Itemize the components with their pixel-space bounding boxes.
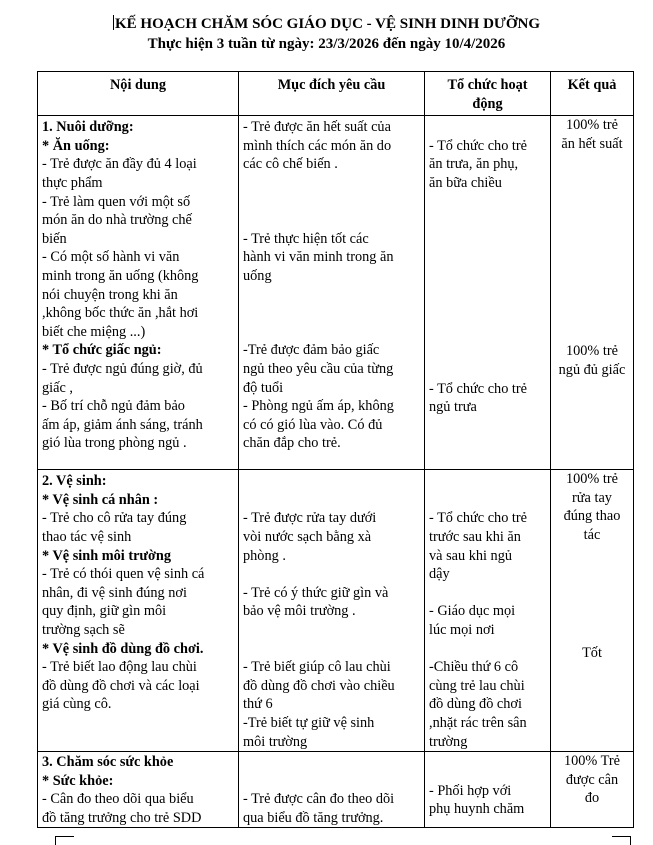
- cell-result-nutrition: 100% trẻ ăn hết suất 100% trẻ ngủ đủ giấc: [551, 116, 634, 470]
- cell-goal-nutrition: - Trẻ được ăn hết suất của mình thích các món ăn do các cô chế biến . - Trẻ thực hiện tốt các hành vi văn minh trong ăn uống -Trẻ được đảm bảo giấc ngủ theo yêu cầu của từng độ tuổi - Phòng ngủ ấm áp, không có có gió lùa vào. Có đủ chăn đắp cho trẻ.: [239, 116, 425, 470]
- care-plan-table: [37, 71, 634, 828]
- document-subtitle: Thực hiện 3 tuần từ ngày: 23/3/2026 đến ngày 10/4/2026: [147, 36, 506, 52]
- cell-org-health: - Phối hợp với phụ huynh chăm: [425, 752, 551, 828]
- cell-goal-health: - Trẻ được cân đo theo dõi qua biểu đồ tăng trưởng.: [239, 752, 425, 828]
- table-header-row: [38, 72, 634, 116]
- header-goal: Mục đích yêu cầu: [239, 72, 425, 116]
- table-row: [38, 752, 634, 828]
- table-row: [38, 470, 634, 752]
- cell-content-hygiene: 2. Vệ sinh: * Vệ sinh cá nhân : - Trẻ cho cô rửa tay đúng thao tác vệ sinh * Vệ sinh môi trường - Trẻ có thói quen vệ sinh cá nhân, đi vệ sinh đúng nơi quy định, giữ gìn môi trường sạch sẽ * Vệ sinh đồ dùng đồ chơi. - Trẻ biết lao động lau chùi đồ dùng đồ chơi và các loại giá cùng cô.: [38, 470, 239, 752]
- cell-goal-hygiene: - Trẻ được rửa tay dưới vòi nước sạch bằng xà phòng . - Trẻ có ý thức giữ gìn và bảo vệ môi trường . - Trẻ biết giúp cô lau chùi đồ dùng đồ chơi vào chiều thứ 6 -Trẻ biết tự giữ vệ sinh môi trường: [239, 470, 425, 752]
- title-text: KẾ HOẠCH CHĂM SÓC GIÁO DỤC - VỆ SINH DINH DƯỠNG: [114, 16, 541, 32]
- header-organization: Tổ chức hoạt động: [425, 72, 551, 116]
- text-cursor: [113, 15, 114, 30]
- table-row: [38, 116, 634, 470]
- cell-org-hygiene: - Tổ chức cho trẻ trước sau khi ăn và sau khi ngủ dậy - Giáo dục mọi lúc mọi nơi -Chiều thứ 6 cô cùng trẻ lau chùi đồ dùng đồ chơi ,nhặt rác trên sân trường: [425, 470, 551, 752]
- cell-content-health: 3. Chăm sóc sức khỏe * Sức khỏe: - Cân đo theo dõi qua biểu đồ tăng trưởng cho trẻ SDD: [38, 752, 239, 828]
- header-result: Kết quả: [551, 72, 634, 116]
- document-title: [0, 15, 653, 34]
- cell-result-health: 100% Trẻ được cân đo: [551, 752, 634, 828]
- cell-content-nutrition: 1. Nuôi dưỡng: * Ăn uống: - Trẻ được ăn đầy đủ 4 loại thực phẩm - Trẻ làm quen với một số món ăn do nhà trường chế biến - Có một số hành vi văn minh trong ăn uống (không nói chuyện trong khi ăn ,không bốc thức ăn ,hắt hơi biết che miệng ...) * Tổ chức giấc ngủ: - Trẻ được ngủ đúng giờ, đủ giấc , - Bố trí chỗ ngủ đảm bảo ấm áp, giảm ánh sáng, tránh gió lùa trong phòng ngủ .: [38, 116, 239, 470]
- header-content: Nội dung: [38, 72, 239, 116]
- cell-org-nutrition: - Tổ chức cho trẻ ăn trưa, ăn phụ, ăn bữa chiều - Tổ chức cho trẻ ngủ trưa: [425, 116, 551, 470]
- cell-result-hygiene: 100% trẻ rửa tay đúng thao tác Tốt: [551, 470, 634, 752]
